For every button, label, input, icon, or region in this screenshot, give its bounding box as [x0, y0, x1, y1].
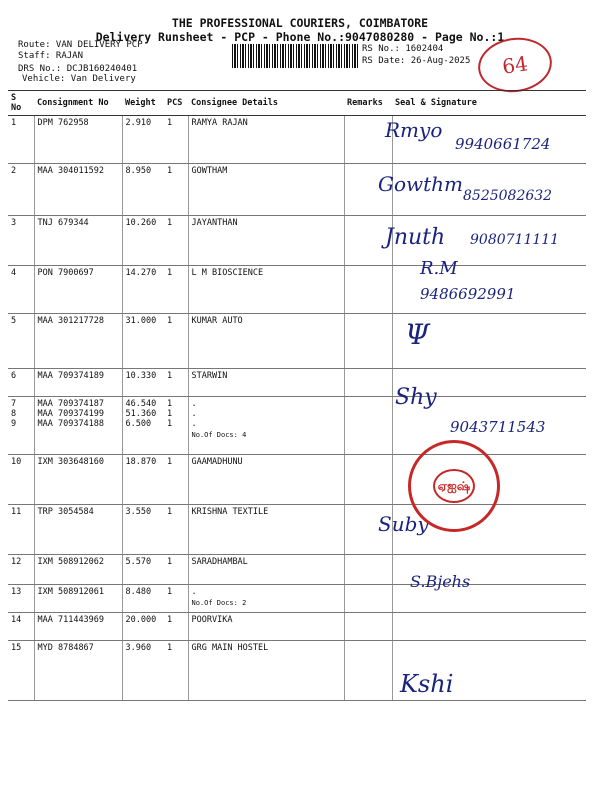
cell-line: STARWIN [191, 371, 228, 381]
cell-line: KUMAR AUTO [191, 316, 243, 326]
sno-value: 10 [11, 457, 22, 467]
cell-line: 51.360 [125, 409, 157, 419]
cell-consignee [188, 455, 344, 505]
table-header-row [8, 91, 586, 116]
cell-line: KRISHNA TEXTILE [191, 507, 269, 517]
phone-2: 8525082632 [463, 188, 553, 204]
phone-3: 9080711111 [470, 232, 560, 248]
sno-value: 1 [11, 118, 17, 128]
cell-sno [8, 369, 34, 397]
cell-line: 1 [167, 268, 173, 278]
col-consignee: Consignee Details [188, 91, 344, 116]
cell-pcs [164, 555, 188, 585]
cell-consignee [188, 164, 344, 216]
sno-value: 7 8 9 [11, 399, 17, 429]
sno-value: 6 [11, 371, 17, 381]
col-pcs: PCS [164, 91, 188, 116]
cell-line: MAA 301217728 [37, 316, 105, 326]
cell-consignee [188, 613, 344, 641]
cell-line: POORVIKA [191, 615, 233, 625]
cell-pcs [164, 369, 188, 397]
cell-line: . [191, 409, 197, 419]
cell-line: MAA 711443969 [37, 615, 105, 625]
cell-consignee [188, 116, 344, 164]
cell-consignment [34, 216, 122, 266]
sno-value: 12 [11, 557, 22, 567]
cell-remarks [344, 613, 392, 641]
cell-line: RAMYA RAJAN [191, 118, 248, 128]
cell-consignee [188, 314, 344, 369]
cell-line: DPM 762958 [37, 118, 89, 128]
cell-consignment [34, 641, 122, 701]
cell-line: IXM 508912061 [37, 587, 105, 597]
cell-remarks [344, 369, 392, 397]
cell-line: 1 [167, 587, 173, 597]
cell-consignment [34, 455, 122, 505]
cell-signature [392, 613, 586, 641]
route-label: Route: VAN DELIVERY PCP [18, 40, 143, 50]
cell-sno [8, 455, 34, 505]
cell-line: 1 [167, 643, 173, 653]
cell-line: MAA 709374188 [37, 419, 105, 429]
cell-consignment [34, 613, 122, 641]
cell-line: GOWTHAM [191, 166, 228, 176]
cell-pcs [164, 641, 188, 701]
cell-line: MAA 304011592 [37, 166, 105, 176]
cell-consignment [34, 164, 122, 216]
cell-line: GAAMADHUNU [191, 457, 243, 467]
cell-line: 3.960 [125, 643, 152, 653]
cell-sno [8, 314, 34, 369]
cell-sno [8, 266, 34, 314]
docs-count: No.Of Docs: 2 [191, 599, 247, 607]
cell-consignee [188, 585, 344, 613]
cell-remarks [344, 555, 392, 585]
cell-pcs [164, 116, 188, 164]
signature-1: Rmyo [385, 118, 443, 142]
cell-weight [122, 266, 164, 314]
signature-5: Ψ [405, 318, 430, 351]
cell-consignee [188, 397, 344, 455]
cell-line: TNJ 679344 [37, 218, 89, 228]
cell-remarks [344, 266, 392, 314]
cell-line: 1 [167, 409, 173, 419]
cell-remarks [344, 397, 392, 455]
cell-weight [122, 397, 164, 455]
cell-line: . [191, 587, 197, 597]
cell-remarks [344, 314, 392, 369]
table-row [8, 585, 586, 613]
cell-sno [8, 397, 34, 455]
cell-sno [8, 116, 34, 164]
table-row [8, 613, 586, 641]
col-signature: Seal & Signature [392, 91, 586, 116]
cell-line: 1 [167, 118, 173, 128]
cell-line: MYD 8784867 [37, 643, 94, 653]
cell-weight [122, 455, 164, 505]
signature-7: Suby [378, 512, 429, 536]
col-weight: Weight [122, 91, 164, 116]
cell-remarks [344, 585, 392, 613]
cell-weight [122, 216, 164, 266]
table-row [8, 369, 586, 397]
col-remarks: Remarks [344, 91, 392, 116]
cell-consignee [188, 555, 344, 585]
phone-6: 9043711543 [450, 418, 546, 436]
cell-consignment [34, 266, 122, 314]
cell-line: 46.540 [125, 399, 157, 409]
cell-consignment [34, 369, 122, 397]
cell-line: PON 7900697 [37, 268, 94, 278]
signature-9: Kshi [400, 670, 454, 698]
phone-1: 9940661724 [455, 135, 551, 153]
signature-8: S.Bjehs [410, 572, 471, 591]
cell-pcs [164, 314, 188, 369]
cell-line: 1 [167, 371, 173, 381]
cell-line: 1 [167, 166, 173, 176]
cell-line: 10.260 [125, 218, 157, 228]
signature-2: Gowthm [378, 172, 464, 196]
cell-weight [122, 613, 164, 641]
cell-consignment [34, 505, 122, 555]
runsheet-subtitle: Delivery Runsheet - PCP - Phone No.:9047080280 - Page No.:1 [95, 30, 505, 44]
cell-sno [8, 641, 34, 701]
docs-count: No.Of Docs: 4 [191, 431, 247, 439]
cell-line: 10.330 [125, 371, 157, 381]
phone-4: 9486692991 [420, 285, 516, 303]
cell-line: TRP 3054584 [37, 507, 94, 517]
col-consignment: Consignment No [34, 91, 122, 116]
cell-remarks [344, 455, 392, 505]
cell-line: 6.500 [125, 419, 152, 429]
cell-pcs [164, 505, 188, 555]
rubber-stamp [408, 440, 500, 532]
cell-line: 18.870 [125, 457, 157, 467]
cell-weight [122, 555, 164, 585]
cell-consignment [34, 116, 122, 164]
stamp-inner-text: ஏஐஷ் [433, 469, 475, 503]
cell-line: 5.570 [125, 557, 152, 567]
table-row [8, 555, 586, 585]
table-row [8, 314, 586, 369]
cell-line: . [191, 419, 197, 429]
cell-consignee [188, 641, 344, 701]
cell-line: 2.910 [125, 118, 152, 128]
staff-label: Staff: RAJAN [18, 51, 84, 61]
cell-line: 3.550 [125, 507, 152, 517]
cell-line: 20.000 [125, 615, 157, 625]
cell-line: IXM 303648160 [37, 457, 105, 467]
cell-pcs [164, 585, 188, 613]
rs-number: RS No.: 1602404 [362, 44, 444, 54]
cell-pcs [164, 613, 188, 641]
cell-line: SARADHAMBAL [191, 557, 248, 567]
drs-number: DRS No.: DCJB160240401 [18, 64, 138, 74]
cell-line: 8.950 [125, 166, 152, 176]
cell-line: IXM 508912062 [37, 557, 105, 567]
cell-sno [8, 216, 34, 266]
cell-line: MAA 709374187 [37, 399, 105, 409]
cell-weight [122, 164, 164, 216]
cell-sno [8, 555, 34, 585]
sno-value: 14 [11, 615, 22, 625]
sno-value: 4 [11, 268, 17, 278]
cell-consignment [34, 397, 122, 455]
cell-line: 1 [167, 419, 173, 429]
cell-line: 1 [167, 457, 173, 467]
cell-consignee [188, 216, 344, 266]
cell-weight [122, 369, 164, 397]
cell-pcs [164, 164, 188, 216]
cell-consignee [188, 369, 344, 397]
signature-4: R.M [420, 258, 458, 279]
cell-sno [8, 585, 34, 613]
cell-pcs [164, 266, 188, 314]
cell-consignment [34, 585, 122, 613]
table-row [8, 505, 586, 555]
cell-sno [8, 164, 34, 216]
sno-value: 2 [11, 166, 17, 176]
cell-line: 1 [167, 557, 173, 567]
cell-line: L M BIOSCIENCE [191, 268, 264, 278]
cell-sno [8, 505, 34, 555]
cell-line: JAYANTHAN [191, 218, 238, 228]
cell-weight [122, 116, 164, 164]
col-sno: S No [8, 91, 34, 116]
cell-pcs [164, 216, 188, 266]
cell-remarks [344, 641, 392, 701]
cell-line: MAA 709374199 [37, 409, 105, 419]
cell-line: 14.270 [125, 268, 157, 278]
cell-line: MAA 709374189 [37, 371, 105, 381]
cell-consignment [34, 314, 122, 369]
sno-value: 5 [11, 316, 17, 326]
cell-line: 1 [167, 218, 173, 228]
vehicle-label: Vehicle: Van Delivery [22, 74, 136, 84]
sno-value: 3 [11, 218, 17, 228]
cell-weight [122, 585, 164, 613]
cell-pcs [164, 397, 188, 455]
cell-line: 1 [167, 316, 173, 326]
cell-consignee [188, 505, 344, 555]
cell-line: 31.000 [125, 316, 157, 326]
company-title: THE PROFESSIONAL COURIERS, COIMBATORE [171, 16, 429, 30]
cell-line: 8.480 [125, 587, 152, 597]
cell-line: 1 [167, 399, 173, 409]
cell-weight [122, 505, 164, 555]
table-row [8, 641, 586, 701]
rs-date: RS Date: 26-Aug-2025 [362, 56, 471, 66]
cell-line: GRG MAIN HOSTEL [191, 643, 269, 653]
cell-weight [122, 314, 164, 369]
sno-value: 15 [11, 643, 22, 653]
cell-consignment [34, 555, 122, 585]
handwritten-circle-mark: 64 [475, 33, 556, 97]
signature-6: Shy [395, 385, 437, 410]
runsheet-table [8, 90, 586, 701]
cell-line: . [191, 399, 197, 409]
cell-sno [8, 613, 34, 641]
cell-pcs [164, 455, 188, 505]
cell-consignee [188, 266, 344, 314]
sno-value: 13 [11, 587, 22, 597]
signature-3: Jnuth [385, 225, 446, 250]
cell-weight [122, 641, 164, 701]
cell-line: 1 [167, 615, 173, 625]
cell-line: 1 [167, 507, 173, 517]
barcode-graphic [232, 44, 360, 68]
sno-value: 11 [11, 507, 22, 517]
